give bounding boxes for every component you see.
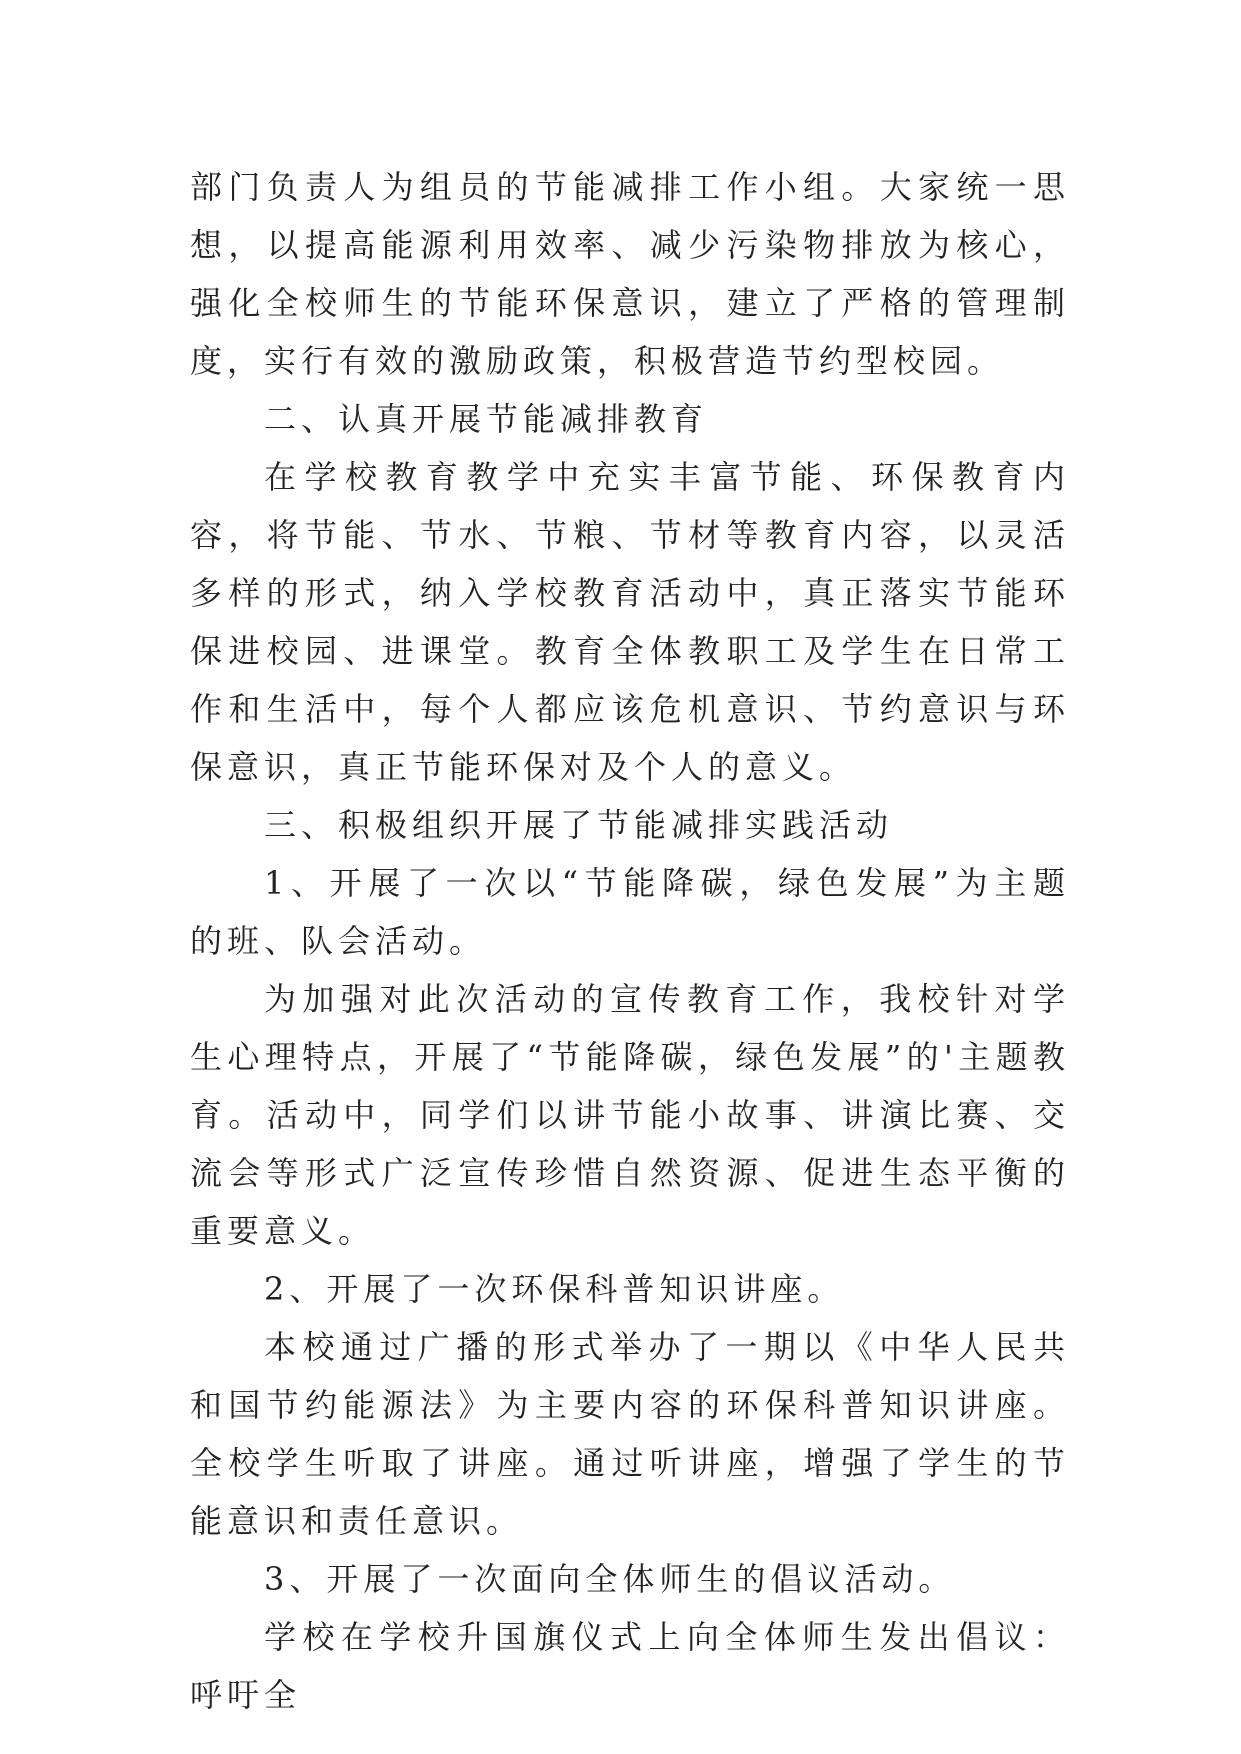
activity-item-2: 2、开展了一次环保科普知识讲座。 <box>264 1270 845 1308</box>
paragraph-3: 为加强对此次活动的宣传教育工作，我校针对学生心理特点，开展了“节能降碳，绿色发展”的'主题教育。活动中，同学们以讲节能小故事、讲演比赛、交流会等形式广泛宣传珍惜自然资源、促进生态平衡的重要意义。 <box>190 980 1070 1250</box>
activity-item-3: 3、开展了一次面向全体师生的倡议活动。 <box>264 1560 956 1598</box>
document-body <box>190 158 1070 1724</box>
activity-item-1: 1、开展了一次以“节能降碳，绿色发展”为主题的班、队会活动。 <box>190 864 1070 960</box>
section-heading-2: 二、认真开展节能减排教育 <box>264 400 709 438</box>
paragraph-5: 学校在学校升国旗仪式上向全体师生发出倡议：呼吁全 <box>190 1618 1070 1714</box>
paragraph-2: 在学校教育教学中充实丰富节能、环保教育内容，将节能、节水、节粮、节材等教育内容，以灵活多样的形式，纳入学校教育活动中，真正落实节能环保进校园、进课堂。教育全体教职工及学生在日常工作和生活中，每个人都应该危机意识、节约意识与环保意识，真正节能环保对及个人的意义。 <box>190 458 1070 786</box>
paragraph-4: 本校通过广播的形式举办了一期以《中华人民共和国节约能源法》为主要内容的环保科普知识讲座。全校学生听取了讲座。通过听讲座，增强了学生的节能意识和责任意识。 <box>190 1328 1070 1540</box>
section-heading-3: 三、积极组织开展了节能减排实践活动 <box>264 806 894 844</box>
paragraph-1: 部门负责人为组员的节能减排工作小组。大家统一思想，以提高能源利用效率、减少污染物排放为核心，强化全校师生的节能环保意识，建立了严格的管理制度，实行有效的激励政策，积极营造节约型校园。 <box>190 168 1070 380</box>
